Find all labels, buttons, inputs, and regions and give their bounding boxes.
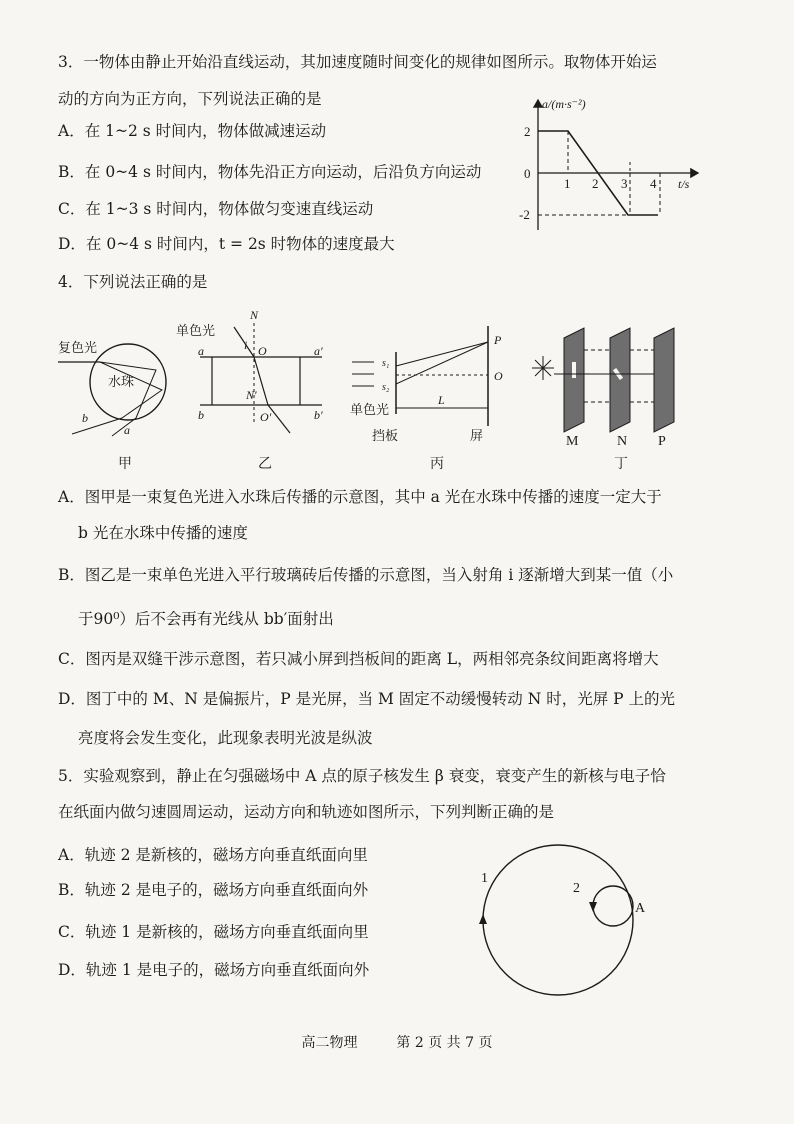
label-P: P (658, 434, 666, 449)
emergent-ray (268, 405, 290, 433)
label-s1: s₁ (382, 358, 390, 369)
slit-M (572, 362, 576, 378)
figure-jia-water-drop (52, 310, 172, 440)
label-N: N (617, 434, 628, 449)
label-a-prime: a′ (314, 344, 323, 358)
q4-stem: 4．下列说法正确的是 (58, 273, 208, 291)
label-O: O (494, 369, 503, 383)
x-tick-1: 1 (564, 176, 571, 191)
y-tick-0: 0 (524, 166, 531, 181)
x-axis-label: t/s (678, 177, 690, 191)
caption-bing: 丙 (430, 456, 444, 472)
page-footer (0, 1032, 794, 1052)
label-track-2: 2 (573, 881, 580, 896)
track-2-arrow (589, 902, 597, 912)
polarizer-N (610, 328, 630, 432)
figure-ding-polarizers (528, 318, 688, 448)
label-composite-light: 复色光 (58, 340, 98, 355)
q4-option-b-line1: B．图乙是一束单色光进入平行玻璃砖后传播的示意图，当入射角 i 逐渐增大到某一值（小 (58, 566, 674, 584)
ray-s1 (396, 342, 488, 366)
q4-option-d-line1: D．图丁中的 M、N 是偏振片，P 是光屏，当 M 固定不动缓慢转动 N 时，光屏 P 上的光 (58, 690, 675, 708)
q3-option-d: D．在 0~4 s 时间内，t = 2s 时物体的速度最大 (58, 235, 395, 253)
label-monochrome-light: 单色光 (350, 402, 390, 417)
y-tick-2: 2 (524, 124, 531, 139)
figure-yi-glass-slab (172, 305, 332, 435)
caption-ding: 丁 (614, 456, 628, 472)
label-i: i (244, 338, 248, 352)
q5-stem-line2: 在纸面内做匀速圆周运动，运动方向和轨迹如图所示，下列判断正确的是 (58, 803, 555, 821)
y-axis-label: a/(m·s⁻²) (542, 97, 586, 111)
q5-option-d: D．轨迹 1 是电子的，磁场方向垂直纸面向外 (58, 961, 370, 979)
label-b-left: b (198, 408, 204, 422)
caption-yi: 乙 (258, 456, 272, 472)
q5-option-a: A．轨迹 2 是新核的，磁场方向垂直纸面向里 (58, 846, 368, 864)
label-O-prime: O′ (260, 410, 272, 424)
x-tick-2: 2 (592, 176, 599, 191)
label-screen: 屏 (470, 428, 484, 443)
label-a: a (124, 423, 130, 437)
q3-option-c: C．在 1~3 s 时间内，物体做匀变速直线运动 (58, 200, 374, 218)
label-a-left: a (198, 344, 204, 358)
screen-P (654, 328, 674, 432)
label-P: P (494, 333, 502, 347)
q3-option-b: B．在 0~4 s 时间内，物体先沿正方向运动，后沿负方向运动 (58, 163, 482, 181)
track-2 (593, 886, 633, 926)
q4-option-b-line2: 于90⁰）后不会再有光线从 bb′面射出 (78, 610, 334, 628)
label-N-prime: N′ (246, 388, 257, 402)
label-A: A (635, 901, 646, 916)
ray-s2 (396, 342, 488, 384)
q3-option-a: A．在 1~2 s 时间内，物体做减速运动 (58, 122, 327, 140)
q3-stem-line2: 动的方向为正方向，下列说法正确的是 (58, 90, 322, 108)
q3-stem-line1: 3．一物体由静止开始沿直线运动，其加速度随时间变化的规律如图所示。取物体开始运 (58, 53, 657, 71)
figure-decay-tracks (475, 840, 665, 1010)
label-b-prime: b′ (314, 408, 323, 422)
track-1-arrow (479, 914, 487, 924)
label-baffle: 挡板 (372, 428, 399, 443)
y-tick-neg2: -2 (519, 207, 530, 222)
footer-page-number: 第 2 页 共 7 页 (396, 1035, 493, 1051)
q5-option-b: B．轨迹 2 是电子的，磁场方向垂直纸面向外 (58, 881, 369, 899)
x-tick-3: 3 (621, 176, 628, 191)
q4-option-c: C．图丙是双缝干涉示意图，若只减小屏到挡板间的距离 L，两相邻亮条纹间距离将增大 (58, 650, 659, 668)
footer-subject: 高二物理 (301, 1035, 358, 1051)
polarizer-M (564, 328, 584, 432)
acceleration-time-chart (510, 90, 710, 240)
x-tick-4: 4 (650, 176, 657, 191)
label-L: L (438, 393, 445, 407)
q4-option-a-line2: b 光在水珠中传播的速度 (78, 524, 248, 542)
figure-bing-double-slit (348, 318, 518, 458)
label-s2: s₂ (382, 382, 390, 393)
label-monochrome-light: 单色光 (176, 323, 216, 338)
q4-option-d-line2: 亮度将会发生变化，此现象表明光波是纵波 (78, 729, 373, 747)
label-N: N (250, 308, 259, 322)
label-O: O (258, 344, 267, 358)
q4-option-a-line1: A．图甲是一束复色光进入水珠后传播的示意图，其中 a 光在水珠中传播的速度一定大于 (58, 488, 662, 506)
track-1 (483, 845, 633, 995)
label-M: M (566, 434, 579, 449)
q5-option-c: C．轨迹 1 是新核的，磁场方向垂直纸面向里 (58, 923, 369, 941)
label-track-1: 1 (481, 871, 488, 886)
q5-stem-line1: 5．实验观察到，静止在匀强磁场中 A 点的原子核发生 β 衰变，衰变产生的新核与电子恰 (58, 767, 666, 785)
label-b: b (82, 411, 88, 425)
label-water-drop: 水珠 (108, 374, 135, 389)
caption-jia: 甲 (118, 456, 132, 472)
